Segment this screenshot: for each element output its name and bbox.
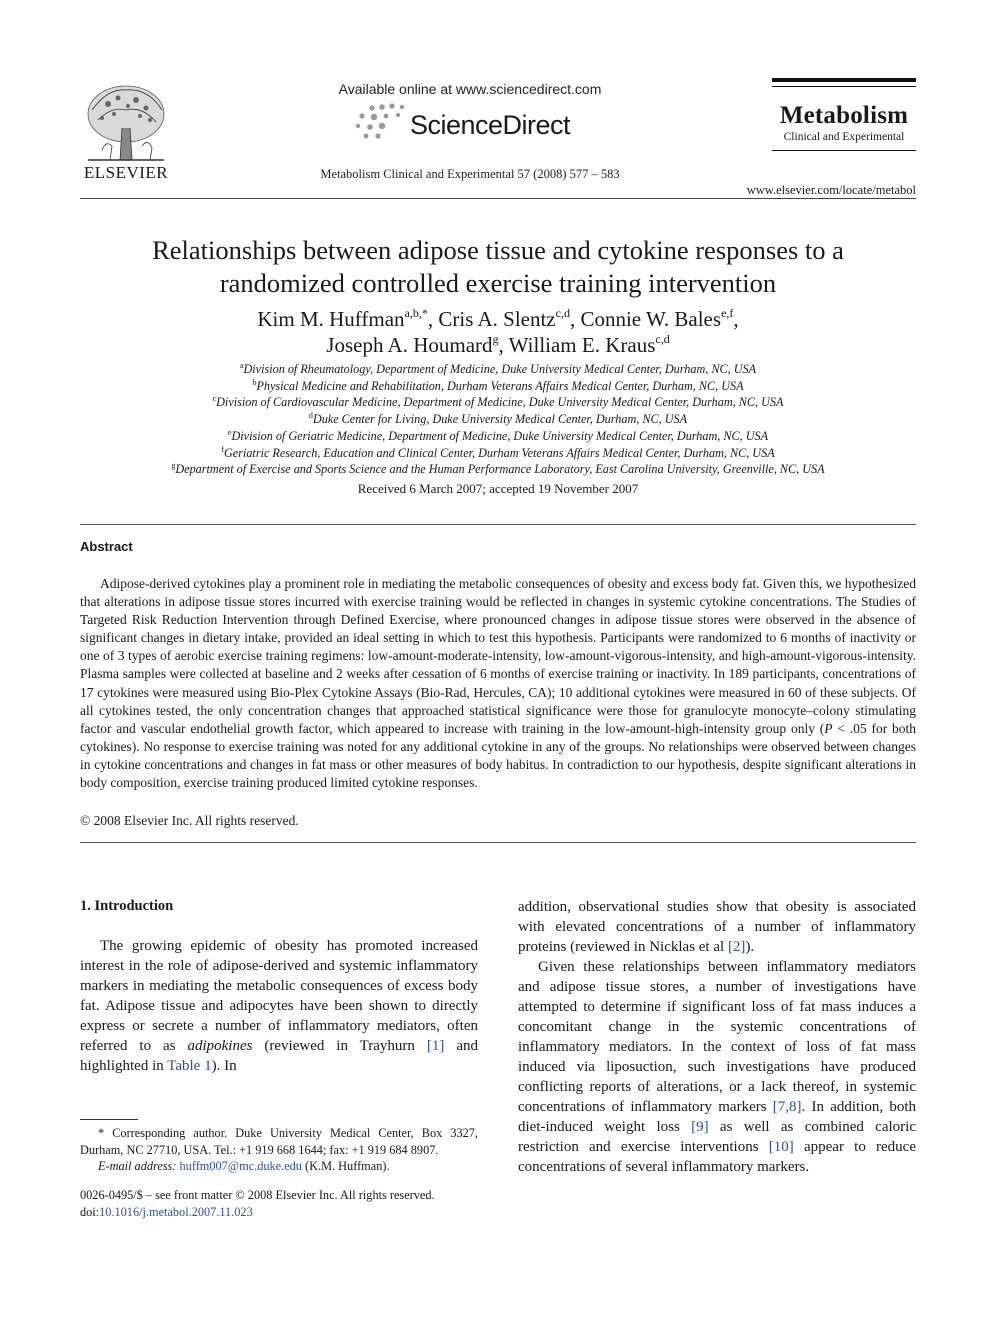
right-column: [518, 897, 916, 1177]
author-list: [80, 306, 916, 358]
author-line-1: Kim M. Huffman$^{a,b,*}$, Cris A. Slentz$^{c,d}$, Connie W. Bales$^{e,f}$,: [257, 306, 739, 331]
sciencedirect-wordmark: ScienceDirect: [410, 110, 571, 140]
author-affil-marks[interactable]: g: [492, 332, 499, 346]
citation-link[interactable]: [10]: [768, 1139, 794, 1155]
header-divider: [80, 198, 916, 199]
footnote-rule: [80, 1119, 138, 1120]
front-matter: [80, 1187, 500, 1221]
affiliation-item: $^g$Department of Exercise and Sports Science and the Human Performance Laboratory, East Carolina University, Greenville, NC, USA: [171, 461, 825, 477]
journal-name: Metabolism: [779, 102, 909, 129]
affiliation-item: $^c$Division of Cardiovascular Medicine, Department of Medicine, Duke University Medical Center, Durham, NC, USA: [212, 394, 784, 410]
abstract-heading: Abstract: [80, 539, 133, 554]
affiliation-list: [80, 361, 916, 478]
citation-link[interactable]: [9]: [691, 1119, 709, 1135]
received-dates: Received 6 March 2007; accepted 19 November 2007: [357, 481, 639, 496]
abstract-body: Adipose-derived cytokines play a prominent role in mediating the metabolic consequences of obesity and excess body fat. Given this, we hypothesized that alterations in adipose tissue stores incurred with exercise training would be reflected in changes in systemic cytokine concentrations. The Studies of Targeted Risk Reduction Intervention through Defined Exercise, where pronounced changes in adipose tissue stores were observed in the absence of significant changes in dietary intake, provided an ideal setting in which to test this hypothesis. Participants were randomized to 6 months of inactivity or one of 3 types of aerobic exercise training regimens: low-amount-moderate-intensity, low-amount-vigorous-intensity, and high-amount-vigorous-intensity. Plasma samples were collected at baseline and 2 weeks after cessation of 6 months of exercise training or inactivity. In 189 participants, concentrations of 17 cytokines were measured using Bio-Plex Cytokine Assays (Bio-Rad, Hercules, CA); 10 additional cytokines were measured in 60 of these subjects. Of all cytokines tested, the only concentration changes that approached statistical significance were those for granulocyte monocyte–colony stimulating factor and vascular endothelial growth factor, which appeared to increase with training in the low-amount-high-intensity group only (P < .05 for both cytokines). No response to exercise training was noted for any additional cytokine in any of the groups. No relationships were observed between changes in cytokine concentrations and changes in fat mass or other measures of body habitus. In contradiction to our hypothesis, despite significant alterations in body composition, exercise training produced limited cytokine responses.: [80, 576, 916, 791]
issn-line: 0026-0495/$ – see front matter © 2008 Elsevier Inc. All rights reserved.: [80, 1188, 435, 1202]
author-name[interactable]: Cris A. Slentz: [438, 307, 556, 331]
left-column: [80, 936, 478, 1076]
journal-url-link[interactable]: www.elsevier.com/locate/metabol: [746, 183, 916, 197]
abstract-copyright: © 2008 Elsevier Inc. All rights reserved.: [80, 813, 299, 828]
article-title: [80, 234, 916, 300]
brand-rule-top: [772, 78, 916, 82]
author-line-2: Joseph A. Houmard$^g$, William E. Kraus$^{c,d}$: [326, 332, 670, 357]
author-name[interactable]: Kim M. Huffman: [257, 307, 405, 331]
intro-paragraph-1: The growing epidemic of obesity has promoted increased interest in the role of adipose-derived and systemic inflammatory markers in mediating the metabolic consequences of excess body fat. Adipose tissue and adipocytes have been shown to directly express or secrete a number of inflammatory mediators, often referred to as adipokines (reviewed in Trayhurn [1] and highlighted in Table 1). In: [80, 938, 478, 1074]
author-affil-marks[interactable]: a,b,*: [404, 306, 428, 320]
author-name[interactable]: William E. Kraus: [508, 333, 656, 357]
section-heading-introduction: 1. Introduction: [80, 898, 174, 914]
title-line-1: Relationships between adipose tissue and cytokine responses to a: [152, 235, 844, 265]
brand-rule-bottom: [772, 150, 916, 151]
citation-link[interactable]: [7,8]: [772, 1099, 802, 1115]
author-name[interactable]: Joseph A. Houmard: [326, 333, 493, 357]
citation-link[interactable]: [2]: [727, 939, 746, 955]
corresponding-author-footnote: * Corresponding author. Duke University Medical Center, Box 3327, Durham, NC 27710, USA. Tel.: +1 919 668 1644; fax: +1 919 684 8907. E-mail address: huffm007@mc.duke.edu (K.M. Huffman).: [80, 1126, 478, 1174]
available-online-text[interactable]: Available online at www.sciencedirect.com: [338, 81, 602, 97]
abstract-bottom-rule: [80, 842, 916, 843]
brand-rule-mid: [772, 86, 916, 87]
author-affil-marks[interactable]: c,d: [655, 332, 670, 346]
doi-link[interactable]: 10.1016/j.metabol.2007.11.023: [99, 1204, 253, 1219]
intro-paragraph-1-continued: addition, observational studies show that obesity is associated with elevated concentrations of a number of inflammatory proteins (reviewed in Nicklas et al [2]).: [518, 899, 916, 955]
author-affil-marks[interactable]: e,f: [721, 306, 734, 320]
affiliation-item: $^e$Division of Geriatric Medicine, Department of Medicine, Duke University Medical Center, Durham, NC, USA: [227, 427, 769, 443]
abstract-top-rule: [80, 524, 916, 525]
journal-citation: Metabolism Clinical and Experimental 57 (2008) 577 – 583: [320, 167, 620, 181]
publisher-wordmark: ELSEVIER: [83, 163, 169, 182]
author-name[interactable]: Connie W. Bales: [580, 307, 722, 331]
affiliation-item: $^a$Division of Rheumatology, Department of Medicine, Duke University Medical Center, Durham, NC, USA: [239, 361, 757, 376]
title-line-2: randomized controlled exercise training intervention: [219, 268, 777, 298]
table-link[interactable]: Table 1: [167, 1058, 212, 1074]
journal-subtitle: Clinical and Experimental: [783, 131, 905, 143]
doi-line: doi:10.1016/j.metabol.2007.11.023: [80, 1204, 253, 1219]
affiliation-item: $^d$Duke Center for Living, Duke University Medical Center, Durham, NC, USA: [308, 411, 688, 427]
email-link[interactable]: huffm007@mc.duke.edu: [179, 1159, 302, 1174]
affiliation-item: $^f$Geriatric Research, Education and Clinical Center, Durham Veterans Affairs Medical Center, Durham, NC, USA: [221, 444, 775, 460]
intro-paragraph-2: Given these relationships between inflammatory mediators and adipose tissue stores, a number of investigations have attempted to determine if significant loss of fat mass induces a concomitant change in the systemic concentrations of inflammatory mediators. In the context of loss of fat mass induced via liposuction, such investigations have produced conflicting reports of alterations, or a lack thereof, in systemic concentrations of inflammatory markers [7,8]. In addition, both diet-induced weight loss [9] as well as combined caloric restriction and exercise interventions [10] appear to reduce concentrations of several inflammatory markers.: [518, 959, 916, 1175]
citation-link[interactable]: [1]: [426, 1038, 445, 1054]
author-affil-marks[interactable]: c,d: [555, 306, 570, 320]
affiliation-item: $^b$Physical Medicine and Rehabilitation, Durham Veterans Affairs Medical Center, Durham, NC, USA: [252, 377, 744, 393]
